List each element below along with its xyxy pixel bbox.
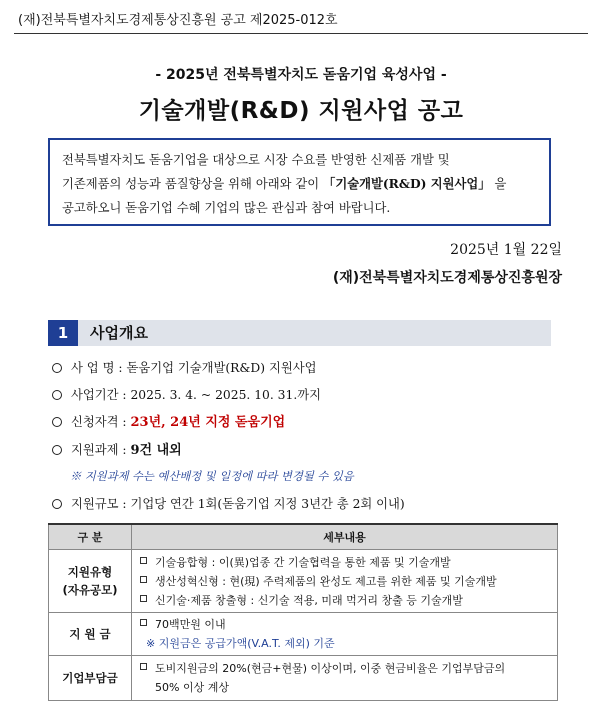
detail-continuation: 50% 이상 계상 (155, 681, 229, 694)
table-row (49, 613, 558, 656)
list-item-period (52, 385, 321, 405)
table-header-row (49, 524, 558, 550)
table-row (49, 550, 558, 613)
item-label: 사업기간 (71, 388, 119, 402)
intro-box (48, 138, 551, 226)
detail-line (140, 615, 557, 634)
item-value: 2025. 3. 4. ~ 2025. 10. 31.까지 (130, 388, 321, 402)
list-item-eligibility (52, 412, 285, 432)
item-value-highlight: 23년, 24년 지정 돋움기업 (130, 415, 286, 430)
col-header-category: 구 분 (49, 524, 132, 550)
detail-text: 70백만원 이내 (155, 618, 226, 631)
item-separator: : (118, 443, 131, 457)
list-item-project-name (52, 358, 316, 378)
row-label-support-type (49, 550, 132, 613)
item-value: 9건 내외 (130, 443, 182, 458)
intro-line-2 (62, 172, 539, 196)
item-separator: : (118, 388, 131, 402)
detail-text: 기술융합형 : 이(異)업종 간 기술협력을 통한 제품 및 기술개발 (155, 555, 451, 569)
circle-bullet-icon (52, 445, 62, 455)
detail-line (140, 659, 557, 678)
circle-bullet-icon (52, 499, 62, 509)
item-label: 지원규모 (71, 497, 119, 511)
issuing-organization: (재)전북특별자치도경제통상진흥원장 (332, 270, 562, 286)
detail-line (140, 553, 557, 572)
circle-bullet-icon (52, 363, 62, 373)
square-bullet-icon (140, 663, 147, 670)
item-value: 기업당 연간 1회(돋움기업 지정 3년간 총 2회 이내) (130, 497, 405, 511)
table-row (49, 656, 558, 701)
row-label-line: 지원유형 (67, 565, 113, 579)
list-item-scale (52, 494, 405, 514)
item-separator: : (114, 361, 127, 375)
intro-line-2-text: 기존제품의 성능과 품질향상을 위해 아래와 같이 (62, 177, 324, 191)
intro-line-2-end: 을 (490, 177, 507, 191)
grant-note: ※ 지원금은 공급가액(V.A.T. 제외) 기준 (146, 637, 335, 650)
page-title: 기술개발(R&D) 지원사업 공고 (138, 98, 464, 124)
section-number: 1 (48, 320, 78, 346)
row-details (132, 656, 558, 701)
support-details-table (48, 523, 558, 701)
item-label: 신청자격 (71, 415, 119, 429)
row-label-line: (자유공모) (62, 583, 118, 597)
detail-line (140, 572, 557, 591)
square-bullet-icon (140, 557, 147, 564)
section-header (48, 320, 551, 346)
item-value: 돋움기업 기술개발(R&D) 지원사업 (126, 361, 317, 375)
item-label: 지원과제 (71, 443, 119, 457)
square-bullet-icon (140, 595, 147, 602)
intro-line-1: 전북특별자치도 돋움기업을 대상으로 시장 수요를 반영한 신제품 개발 및 (62, 153, 450, 167)
detail-line (140, 591, 557, 610)
item-separator: : (118, 415, 131, 429)
announcement-number: (재)전북특별자치도경제통상진흥원 공고 제2025-012호 (18, 13, 338, 28)
program-name-emphasis: 「기술개발(R&D) 지원사업」 (323, 176, 491, 191)
task-count-note: ※ 지원과제 수는 예산배정 및 일정에 따라 변경될 수 있음 (70, 470, 354, 483)
row-label-company-contribution: 기업부담금 (49, 656, 132, 701)
row-label-grant: 지 원 금 (49, 613, 132, 656)
section-title: 사업개요 (90, 324, 148, 342)
square-bullet-icon (140, 576, 147, 583)
row-details (132, 613, 558, 656)
detail-text: 도비지원금의 20%(현금+현물) 이상이며, 이중 현금비율은 기업부담금의 (155, 662, 506, 675)
square-bullet-icon (140, 619, 147, 626)
announcement-date: 2025년 1월 22일 (450, 242, 562, 258)
row-details (132, 550, 558, 613)
detail-text: 신기술·제품 창출형 : 신기술 적용, 미래 먹거리 창출 등 기술개발 (155, 593, 463, 607)
circle-bullet-icon (52, 417, 62, 427)
item-separator: : (118, 497, 131, 511)
col-header-details: 세부내용 (132, 524, 558, 550)
item-label: 사 업 명 (71, 361, 115, 375)
list-item-task-count (52, 440, 182, 460)
circle-bullet-icon (52, 390, 62, 400)
detail-text: 생산성혁신형 : 현(現) 주력제품의 완성도 제고를 위한 제품 및 기술개발 (155, 574, 497, 588)
page-subtitle: - 2025년 전북특별자치도 돋움기업 육성사업 - (155, 67, 447, 83)
intro-line-3: 공고하오니 돋움기업 수혜 기업의 많은 관심과 참여 바랍니다. (62, 201, 391, 215)
header-divider (14, 33, 588, 34)
